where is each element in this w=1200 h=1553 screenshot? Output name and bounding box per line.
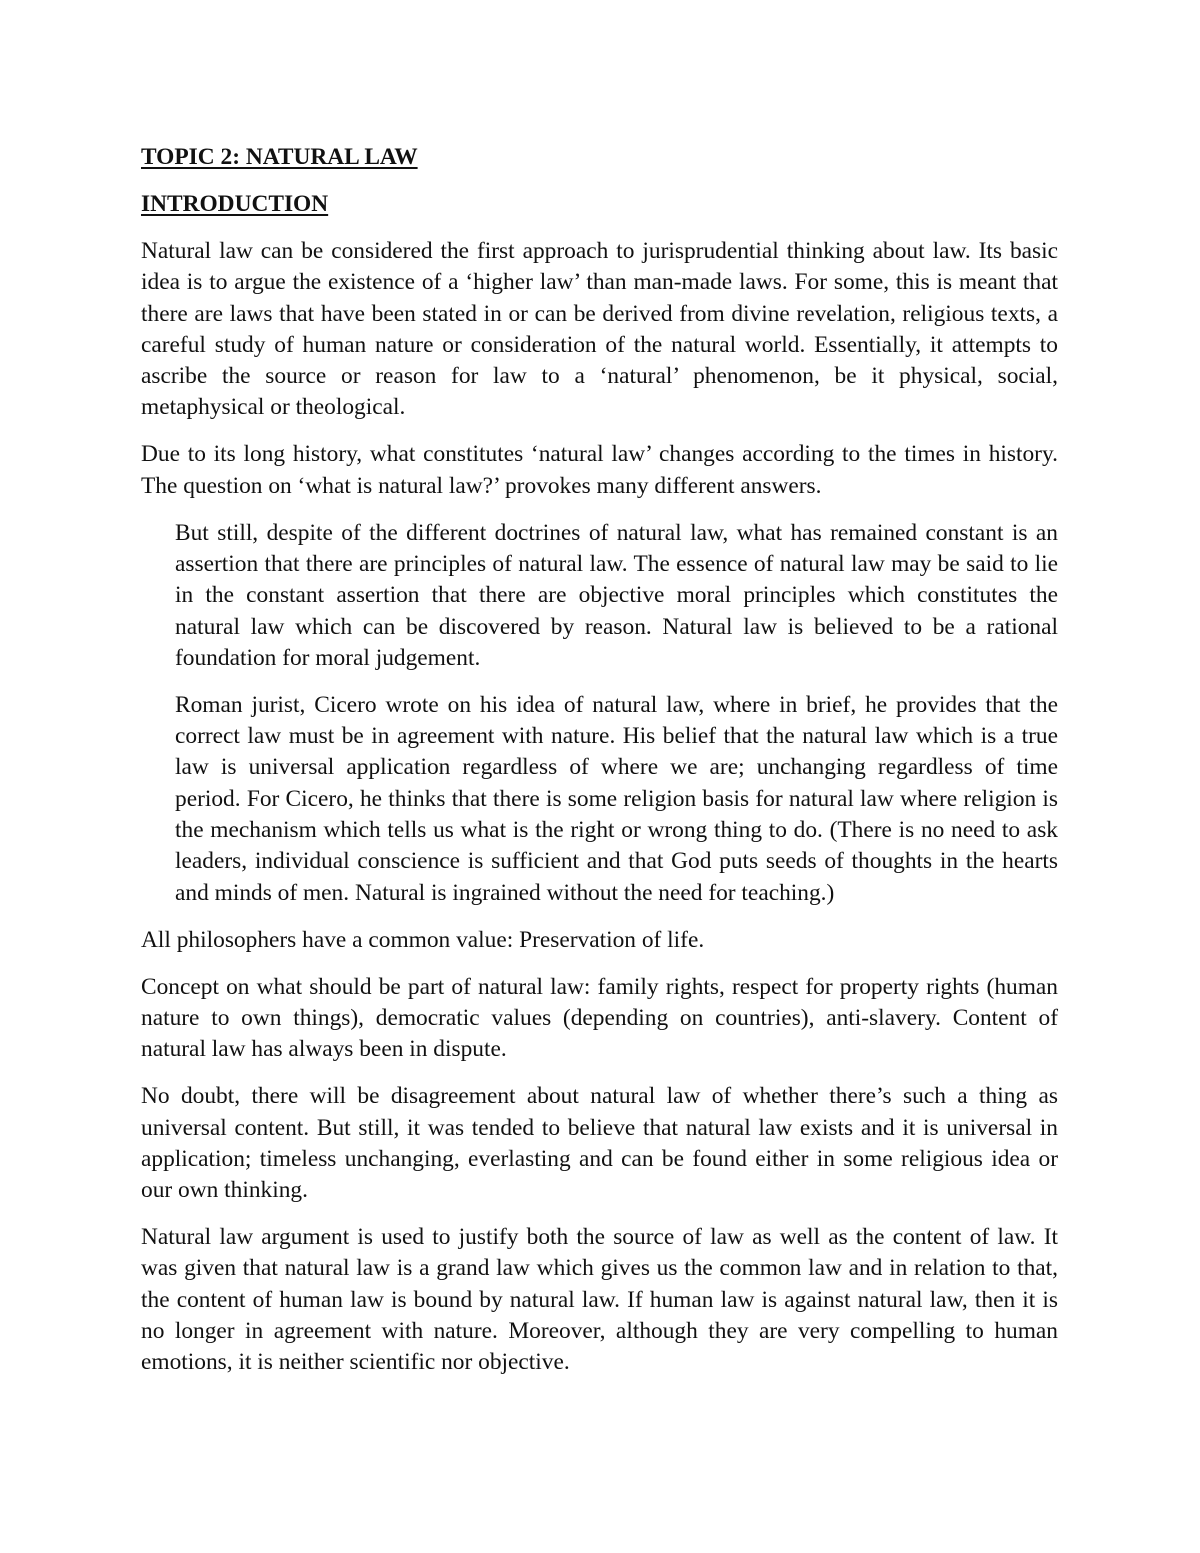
text-line: correct law must be in agreement with nature. His belief that the natural law which is a true [175,723,1058,750]
text-line: in the constant assertion that there are objective moral principles which constitutes the [175,582,1058,609]
text-line: natural law has always been in dispute. [141,1036,507,1063]
text-line: Natural law argument is used to justify both the source of law as well as the content of law. It [141,1224,1058,1251]
text-line: Natural law can be considered the first approach to jurisprudential thinking about law. Its basic [141,237,1058,264]
paragraph-essence [175,518,1058,674]
text-line: our own thinking. [141,1177,308,1204]
paragraph-argument [141,1222,1058,1378]
text-line: period. For Cicero, he thinks that there is some religion basis for natural law where religion is [175,785,1058,812]
paragraph-concept [141,972,1058,1066]
text-line: leaders, individual conscience is sufficient and that God puts seeds of thoughts in the hearts [175,848,1058,875]
text-line: universal content. But still, it was tended to believe that natural law exists and it is universal in [141,1114,1058,1141]
paragraph-cicero [175,690,1058,909]
document-body [141,142,1058,1394]
document-title: TOPIC 2: NATURAL LAW [141,144,418,170]
text-line: But still, despite of the different doctrines of natural law, what has remained constant is an [175,519,1058,546]
text-line: the content of human law is bound by natural law. If human law is against natural law, then it is [141,1286,1058,1313]
text-line: foundation for moral judgement. [175,644,481,671]
text-line: idea is to argue the existence of a ‘higher law’ than man-made laws. For some, this is meant that [141,269,1058,296]
text-line: All philosophers have a common value: Preservation of life. [141,926,705,953]
paragraph-history [141,439,1058,502]
text-line: was given that natural law is a grand law which gives us the common law and in relation to that, [141,1255,1058,1282]
text-line: law is universal application regardless of where we are; unchanging regardless of time [175,754,1058,781]
text-line: the mechanism which tells us what is the right or wrong thing to do. (There is no need to ask [175,817,1058,844]
text-line: Roman jurist, Cicero wrote on his idea of natural law, where in brief, he provides that the [175,691,1058,718]
text-line: there are laws that have been stated in or can be derived from divine revelation, religious texts, a [141,300,1058,327]
paragraph-disagreement [141,1081,1058,1206]
text-line: emotions, it is neither scientific nor objective. [141,1349,570,1376]
text-line: No doubt, there will be disagreement about natural law of whether there’s such a thing as [141,1083,1058,1110]
text-line: The question on ‘what is natural law?’ provokes many different answers. [141,472,822,499]
section-heading: INTRODUCTION [141,190,329,217]
text-line: assertion that there are principles of natural law. The essence of natural law may be said to lie [175,551,1058,578]
text-line: Concept on what should be part of natural law: family rights, respect for property rights (human [141,973,1058,1000]
text-line: nature to own things), democratic values (depending on countries), anti-slavery. Content of [141,1004,1058,1031]
text-line: careful study of human nature or consideration of the natural world. Essentially, it attempts to [141,331,1058,358]
text-line: ascribe the source or reason for law to a ‘natural’ phenomenon, be it physical, social, [141,363,1058,390]
text-line: Due to its long history, what constitutes ‘natural law’ changes according to the times in history. [141,441,1058,468]
text-line: metaphysical or theological. [141,394,406,421]
text-line: and minds of men. Natural is ingrained without the need for teaching.) [175,879,835,906]
paragraph-common-value [141,925,1058,956]
paragraph-natural-law-definition [141,236,1058,424]
text-line: natural law which can be discovered by reason. Natural law is believed to be a rational [175,613,1058,640]
text-line: no longer in agreement with nature. Moreover, although they are very compelling to human [141,1317,1058,1344]
text-line: application; timeless unchanging, everlasting and can be found either in some religious idea or [141,1145,1058,1172]
